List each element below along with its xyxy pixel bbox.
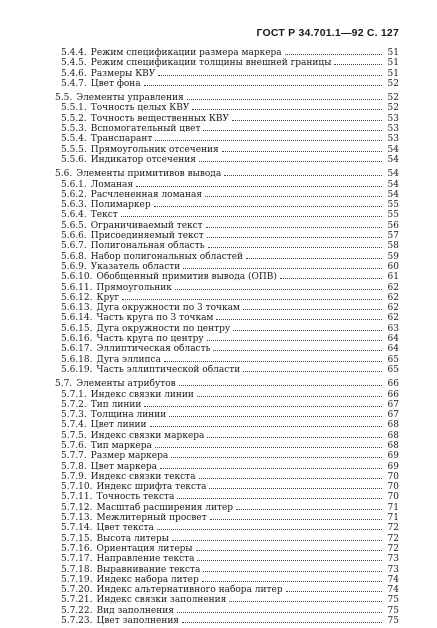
toc-entry-row	[55, 343, 399, 353]
toc-entry-number: 5.4.4.	[61, 48, 87, 58]
toc-entry-number: 5.5.	[55, 93, 73, 104]
toc-entry-page: 74	[387, 585, 399, 596]
dot-leader	[183, 261, 382, 269]
toc-entry-title: Индекс шрифта текста	[96, 482, 207, 493]
toc-entry-page: 69	[387, 461, 399, 472]
toc-entry-page: 75	[387, 605, 399, 616]
toc-entry-row	[55, 133, 399, 143]
toc-entry-page: 52	[387, 78, 399, 89]
toc-entry-row	[55, 584, 399, 594]
toc-entry-number: 5.7.2.	[61, 399, 87, 410]
toc-entry-number: 5.5.4.	[61, 134, 87, 145]
toc-entry-row	[55, 199, 399, 209]
dot-leader	[182, 615, 382, 623]
dot-leader	[232, 113, 382, 121]
toc-entry-title: Часть эллиптической области	[96, 364, 241, 375]
toc-entry-title: Элементы управления	[76, 93, 184, 104]
toc-entry-title: Точность целых КВУ	[90, 103, 190, 114]
toc-entry-title: Размеры КВУ	[90, 68, 156, 79]
toc-entry-title: Цвет линии	[90, 420, 147, 431]
dot-leader	[169, 409, 382, 417]
toc-entry-number: 5.7.1.	[61, 389, 87, 400]
toc-entry-page: 69	[387, 451, 399, 462]
page-header: ГОСТ Р 34.701.1—92 С. 127	[256, 27, 399, 39]
toc-entry-row	[55, 522, 399, 532]
toc-entry-page: 57	[387, 231, 399, 242]
dot-leader	[136, 179, 382, 187]
toc-entry-row	[55, 113, 399, 123]
toc-entry-number: 5.6.6.	[61, 231, 87, 242]
toc-entry-page: 72	[387, 543, 399, 554]
toc-entry-title: Выравнивание текста	[96, 564, 201, 575]
toc-entry-page: 71	[387, 502, 399, 513]
toc-entry-row	[55, 364, 399, 374]
toc-entry-row	[55, 323, 399, 333]
toc-entry-title: Режим спецификации размера маркера	[90, 48, 282, 58]
toc-entry-number: 5.4.5.	[61, 58, 87, 69]
toc-entry-number: 5.6.	[55, 169, 73, 180]
toc-entry-number: 5.7.	[55, 379, 73, 390]
dot-leader	[208, 240, 382, 248]
toc-entry-title: Дуга окружности по 3 точкам	[96, 303, 240, 314]
toc-entry-page: 75	[387, 616, 399, 627]
toc-entry-row	[55, 461, 399, 471]
dot-leader	[233, 323, 382, 331]
toc-entry-row	[55, 409, 399, 419]
toc-entry-row	[55, 491, 399, 501]
toc-entry-page: 70	[387, 471, 399, 482]
toc-entry-number: 5.7.12.	[61, 502, 93, 513]
toc-entry-number: 5.6.12.	[61, 292, 93, 303]
toc-entry-title: Ломаная	[90, 179, 134, 190]
dot-leader	[199, 471, 382, 479]
toc-entry-row	[55, 282, 399, 292]
toc-entry-page: 54	[387, 144, 399, 155]
toc-entry-page: 53	[387, 113, 399, 124]
toc-entry-number: 5.7.4.	[61, 420, 87, 431]
dot-leader	[236, 502, 382, 510]
toc-entry-number: 5.6.18.	[61, 354, 93, 365]
dot-leader	[171, 450, 382, 458]
dot-leader	[150, 419, 382, 427]
toc-entry-number: 5.6.13.	[61, 303, 93, 314]
toc-entry-page: 63	[387, 323, 399, 334]
toc-entry-title: Точность вещественных КВУ	[90, 113, 230, 124]
toc-entry-number: 5.7.10.	[61, 482, 93, 493]
toc-entry-row	[55, 605, 399, 615]
toc-entry-page: 53	[387, 124, 399, 135]
toc-entry-row	[55, 564, 399, 574]
toc-entry-number: 5.6.14.	[61, 313, 93, 324]
toc-entry-title: Элементы примитивов вывода	[76, 169, 222, 180]
toc-entry-number: 5.6.4.	[61, 210, 87, 221]
toc-entry-row	[55, 333, 399, 343]
toc-entry-page: 67	[387, 410, 399, 421]
dot-leader	[155, 440, 382, 448]
dot-leader	[207, 230, 382, 238]
dot-leader	[155, 133, 382, 141]
toc-entry-number: 5.6.17.	[61, 344, 93, 355]
toc-entry-title: Дуга окружности по центру	[96, 323, 231, 334]
toc-entry-number: 5.4.6.	[61, 68, 87, 79]
toc-entry-number: 5.6.15.	[61, 323, 93, 334]
toc-entry-page: 59	[387, 251, 399, 262]
toc-entry-page: 68	[387, 420, 399, 431]
toc-entry-row	[55, 57, 399, 67]
dot-leader	[280, 271, 382, 279]
toc-entry-page: 52	[387, 93, 399, 104]
toc-entry-page: 68	[387, 440, 399, 451]
toc-entry-page: 62	[387, 282, 399, 293]
toc-entry-row	[55, 389, 399, 399]
dot-leader	[285, 47, 382, 55]
toc-entry-number: 5.5.6.	[61, 154, 87, 165]
toc-entry-title: Дуга эллипса	[96, 354, 161, 365]
toc-entry-row	[55, 450, 399, 460]
toc-entry-page: 61	[387, 272, 399, 283]
toc-entry-title: Тип линии	[90, 399, 142, 410]
toc-entry-title: Цвет маркера	[90, 461, 158, 472]
toc-entry-title: Индекс связки текста	[90, 471, 196, 482]
dot-leader	[157, 522, 382, 530]
toc-entry-title: Цвет заполнения	[96, 616, 179, 627]
toc-entry-number: 5.5.5.	[61, 144, 87, 155]
toc-entry-number: 5.6.9.	[61, 261, 87, 272]
toc-entry-page: 73	[387, 554, 399, 565]
toc-entry-title: Режим спецификации толщины внешней границы	[90, 58, 332, 69]
toc-entry-row	[55, 512, 399, 522]
toc-entry-title: Индикатор отсечения	[90, 154, 196, 165]
dot-leader	[202, 574, 382, 582]
toc-entry-title: Обобщенный примитив вывода (ОПВ)	[96, 272, 277, 283]
dot-leader	[224, 168, 382, 176]
toc-entry-row	[55, 533, 399, 543]
toc-entry-row	[55, 220, 399, 230]
dot-leader	[199, 154, 382, 162]
toc-entry-title: Высота литеры	[96, 533, 169, 544]
toc-entry-title: Полимаркер	[90, 200, 151, 211]
toc-entry-title: Вид заполнения	[96, 605, 174, 616]
toc-entry-page: 65	[387, 364, 399, 375]
dot-leader	[179, 378, 382, 386]
toc-section-row	[55, 168, 399, 178]
toc-entry-page: 72	[387, 533, 399, 544]
toc-entry-page: 51	[387, 58, 399, 69]
toc-entry-row	[55, 543, 399, 553]
toc-entry-title: Направление текста	[96, 554, 195, 565]
toc-entry-row	[55, 553, 399, 563]
dot-leader	[222, 144, 382, 152]
toc-entry-page: 60	[387, 261, 399, 272]
toc-entry-number: 5.7.6.	[61, 440, 87, 451]
toc-entry-row	[55, 440, 399, 450]
toc-entry-page: 55	[387, 200, 399, 211]
toc-entry-number: 5.6.11.	[61, 282, 93, 293]
toc-entry-row	[55, 78, 399, 88]
toc-entry-row	[55, 502, 399, 512]
toc-entry-number: 5.6.7.	[61, 241, 87, 252]
toc-entry-number: 5.7.8.	[61, 461, 87, 472]
toc-entry-row	[55, 123, 399, 133]
dot-leader	[209, 481, 382, 489]
toc-entry-page: 54	[387, 154, 399, 165]
dot-leader	[164, 354, 382, 362]
dot-leader	[197, 553, 382, 561]
toc-entry-row	[55, 230, 399, 240]
toc-entry-title: Прямоугольник	[96, 282, 172, 293]
dot-leader	[154, 199, 382, 207]
toc-entry-row	[55, 154, 399, 164]
toc-entry-number: 5.6.16.	[61, 334, 93, 345]
toc-entry-page: 73	[387, 564, 399, 575]
dot-leader	[122, 292, 382, 300]
toc-entry-title: Размер маркера	[90, 451, 169, 462]
dot-leader	[158, 68, 382, 76]
toc-entry-page: 62	[387, 303, 399, 314]
toc-entry-page: 51	[387, 48, 399, 58]
toc-entry-page: 70	[387, 482, 399, 493]
dot-leader	[229, 594, 382, 602]
toc-entry-page: 58	[387, 241, 399, 252]
toc-entry-title: Текст	[90, 210, 118, 221]
dot-leader	[334, 57, 382, 65]
toc-entry-row	[55, 399, 399, 409]
toc-entry-row	[55, 68, 399, 78]
dot-leader	[172, 533, 382, 541]
toc-entry-page: 75	[387, 595, 399, 606]
dot-leader	[213, 343, 382, 351]
toc-entry-title: Межлитерный просвет	[96, 513, 207, 524]
dot-leader	[144, 399, 382, 407]
toc-entry-title: Масштаб расширения литер	[96, 502, 234, 513]
toc-entry-row	[55, 209, 399, 219]
toc-entry-title: Индекс альтернативного набора литер	[96, 585, 283, 596]
toc-entry-page: 54	[387, 179, 399, 190]
toc-entry-page: 55	[387, 210, 399, 221]
toc-entry-title: Указатель области	[90, 261, 181, 272]
toc-section-row	[55, 378, 399, 388]
toc-entry-number: 5.7.7.	[61, 451, 87, 462]
dot-leader	[216, 312, 382, 320]
toc-entry-number: 5.6.8.	[61, 251, 87, 262]
toc-entry-title: Тип маркера	[90, 440, 152, 451]
toc-entry-row	[55, 419, 399, 429]
toc-entry-row	[55, 312, 399, 322]
toc-entry-title: Полигональная область	[90, 241, 205, 252]
dot-leader	[177, 491, 382, 499]
toc-entry-title: Эллиптическая область	[96, 344, 211, 355]
toc-entry-number: 5.7.3.	[61, 410, 87, 421]
toc-entry-title: Индекс связки маркера	[90, 430, 205, 441]
toc-entry-title: Точность текста	[96, 492, 175, 503]
toc-entry-page: 56	[387, 220, 399, 231]
dot-leader	[203, 123, 382, 131]
toc-entry-number: 5.6.1.	[61, 179, 87, 190]
toc-entry-row	[55, 471, 399, 481]
dot-leader	[177, 605, 382, 613]
toc-entry-title: Индекс набора литер	[96, 574, 199, 585]
dot-leader	[175, 282, 382, 290]
dot-leader	[121, 209, 382, 217]
toc-entry-number: 5.7.19.	[61, 574, 93, 585]
dot-leader	[192, 102, 382, 110]
toc-entry-row	[55, 594, 399, 604]
toc-entry-page: 64	[387, 334, 399, 345]
dot-leader	[243, 302, 382, 310]
toc-entry-row	[55, 302, 399, 312]
toc-entry-page: 51	[387, 68, 399, 79]
toc-entry-number: 5.6.10.	[61, 272, 93, 283]
toc-entry-number: 5.5.1.	[61, 103, 87, 114]
toc-entry-row	[55, 240, 399, 250]
toc-entry-page: 52	[387, 103, 399, 114]
dot-leader	[144, 78, 382, 86]
toc-entry-number: 5.7.14.	[61, 523, 93, 534]
toc-entry-number: 5.7.17.	[61, 554, 93, 565]
dot-leader	[286, 584, 382, 592]
toc-entry-number: 5.7.20.	[61, 585, 93, 596]
toc-entry-title: Цвет фона	[90, 78, 141, 89]
toc-entry-page: 65	[387, 354, 399, 365]
toc-entry-title: Индекс связки линии	[90, 389, 194, 400]
toc-entry-page: 62	[387, 313, 399, 324]
toc-entry-title: Круг	[96, 292, 120, 303]
toc-entry-number: 5.7.13.	[61, 513, 93, 524]
dot-leader	[243, 364, 382, 372]
toc-entry-number: 5.5.2.	[61, 113, 87, 124]
toc-entry-page: 71	[387, 513, 399, 524]
dot-leader	[187, 92, 382, 100]
toc-entry-row	[55, 271, 399, 281]
toc-entry-title: Расчлененная ломаная	[90, 189, 202, 200]
dot-leader	[196, 543, 382, 551]
toc-entry-page: 72	[387, 523, 399, 534]
toc-entry-number: 5.7.9.	[61, 471, 87, 482]
toc-entry-title: Ориентация литеры	[96, 543, 193, 554]
toc-entry-page: 66	[387, 389, 399, 400]
toc-entry-row	[55, 430, 399, 440]
dot-leader	[203, 564, 382, 572]
toc-entry-page: 66	[387, 379, 399, 390]
toc-entry-title: Ограничиваемый текст	[90, 220, 203, 231]
toc-entry-number: 5.6.5.	[61, 220, 87, 231]
toc-entry-title: Транспарант	[90, 134, 153, 145]
dot-leader	[210, 512, 382, 520]
toc-entry-number: 5.6.19.	[61, 364, 93, 375]
dot-leader	[205, 189, 382, 197]
toc-entry-title: Элементы атрибутов	[76, 379, 176, 390]
toc-entry-page: 70	[387, 492, 399, 503]
dot-leader	[246, 251, 382, 259]
toc-entry-page: 62	[387, 292, 399, 303]
toc-entry-row	[55, 354, 399, 364]
toc-entry-row	[55, 574, 399, 584]
toc-entry-page: 74	[387, 574, 399, 585]
toc-entry-number: 5.4.7.	[61, 78, 87, 89]
toc-entry-number: 5.6.3.	[61, 200, 87, 211]
toc-entry-page: 67	[387, 399, 399, 410]
toc-entry-title: Толщина линии	[90, 410, 167, 421]
toc-entry-row	[55, 481, 399, 491]
dot-leader	[197, 389, 382, 397]
toc-entry-row	[55, 144, 399, 154]
toc-entry-page: 54	[387, 189, 399, 200]
dot-leader	[160, 461, 382, 469]
toc-entry-title: Прямоугольник отсечения	[90, 144, 219, 155]
toc-entry-page: 53	[387, 134, 399, 145]
toc-entry-title: Присоединяемый текст	[90, 231, 204, 242]
toc-entry-row	[55, 261, 399, 271]
toc-entry-page: 64	[387, 344, 399, 355]
dot-leader	[207, 333, 382, 341]
toc-entry-title: Вспомогательный цвет	[90, 124, 201, 135]
toc-entry-row	[55, 179, 399, 189]
toc-entry-title: Индекс связки заполнения	[96, 595, 227, 606]
toc-entry-title: Цвет текста	[96, 523, 154, 534]
toc-entry-row	[55, 251, 399, 261]
dot-leader	[207, 430, 382, 438]
toc-entry-number: 5.7.23.	[61, 616, 93, 627]
toc-entry-row	[55, 102, 399, 112]
toc-entry-number: 5.7.21.	[61, 595, 93, 606]
toc-entry-number: 5.5.3.	[61, 124, 87, 135]
toc-entry-page: 54	[387, 169, 399, 180]
toc-entry-number: 5.6.2.	[61, 189, 87, 200]
toc-entry-number: 5.7.18.	[61, 564, 93, 575]
dot-leader	[206, 220, 382, 228]
toc-entry-row	[55, 47, 399, 57]
toc-entry-row	[55, 292, 399, 302]
toc-entry-page: 68	[387, 430, 399, 441]
toc-entry-number: 5.7.5.	[61, 430, 87, 441]
toc-entry-title: Часть круга по 3 точкам	[96, 313, 214, 324]
toc-entry-number: 5.7.22.	[61, 605, 93, 616]
toc-entry-title: Часть круга по центру	[96, 334, 204, 345]
table-of-contents	[55, 47, 399, 625]
toc-entry-number: 5.7.16.	[61, 543, 93, 554]
toc-entry-title: Набор полигональных областей	[90, 251, 244, 262]
toc-entry-number: 5.7.11.	[61, 492, 93, 503]
toc-entry-number: 5.7.15.	[61, 533, 93, 544]
toc-entry-row	[55, 615, 399, 625]
toc-entry-row	[55, 189, 399, 199]
toc-section-row	[55, 92, 399, 102]
